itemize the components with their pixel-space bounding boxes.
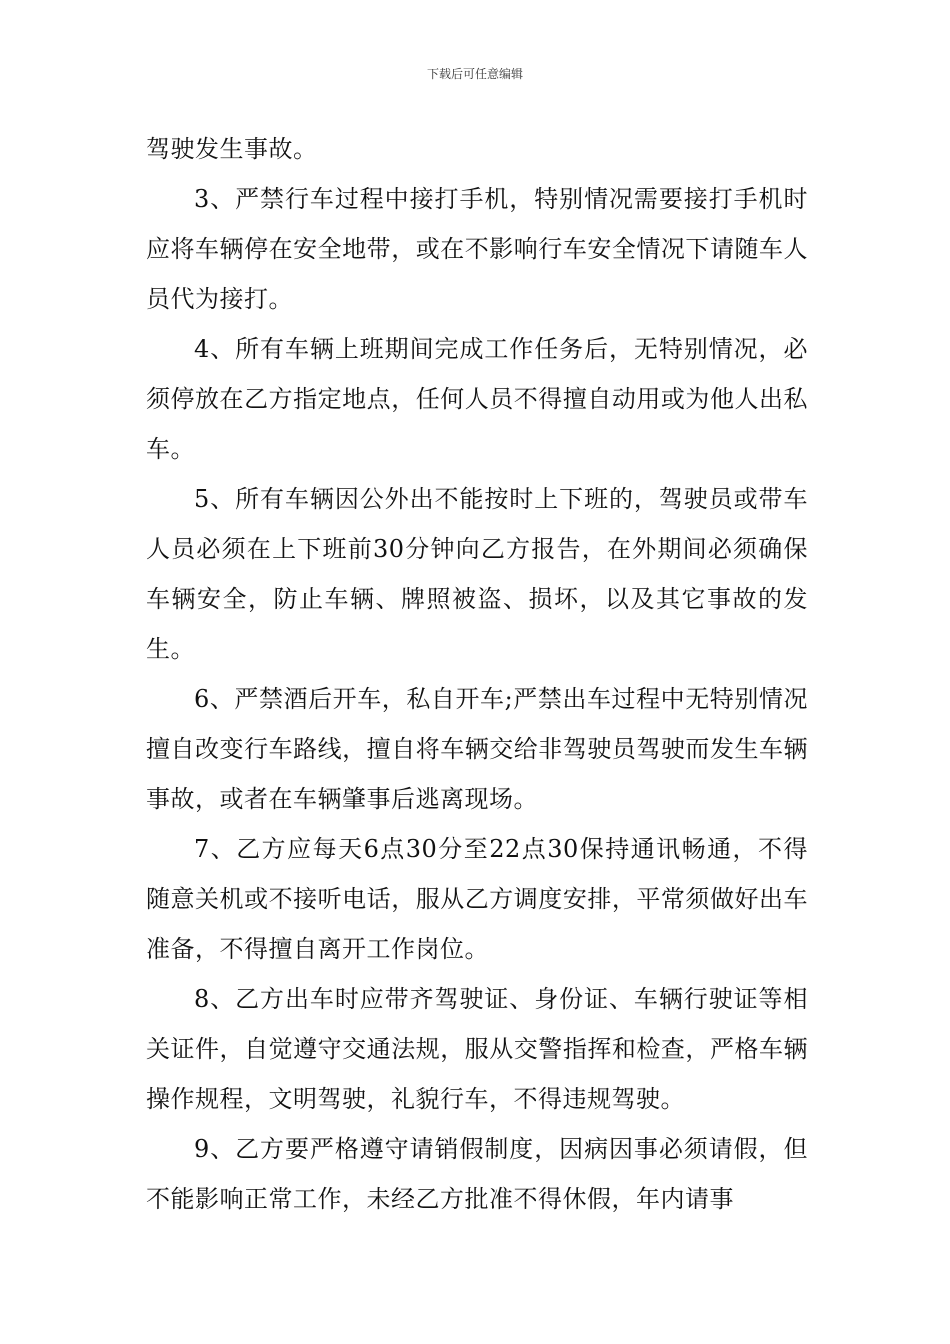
paragraph-item-7: 7、乙方应每天6点30分至22点30保持通讯畅通，不得随意关机或不接听电话，服从乙方调度安排，平常须做好出车准备，不得擅自离开工作岗位。 [146, 835, 808, 963]
paragraph-item-4: 4、所有车辆上班期间完成工作任务后，无特别情况，必须停放在乙方指定地点，任何人员不得擅自动用或为他人出私车。 [146, 335, 808, 463]
document-body [146, 124, 808, 1224]
paragraph-continuation: 驾驶发生事故。 [146, 135, 318, 163]
paragraph-item-6: 6、严禁酒后开车，私自开车;严禁出车过程中无特别情况擅自改变行车路线，擅自将车辆交给非驾驶员驾驶而发生车辆事故，或者在车辆肇事后逃离现场。 [146, 685, 808, 813]
paragraph-item-9: 9、乙方要严格遵守请销假制度，因病因事必须请假，但不能影响正常工作，未经乙方批准不得休假，年内请事 [146, 1135, 808, 1213]
paragraph-item-5: 5、所有车辆因公外出不能按时上下班的，驾驶员或带车人员必须在上下班前30分钟向乙方报告，在外期间必须确保车辆安全，防止车辆、牌照被盗、损坏，以及其它事故的发生。 [146, 485, 808, 663]
paragraph-item-8: 8、乙方出车时应带齐驾驶证、身份证、车辆行驶证等相关证件，自觉遵守交通法规，服从交警指挥和检查，严格车辆操作规程，文明驾驶，礼貌行车，不得违规驾驶。 [146, 985, 808, 1113]
page-header: 下载后可任意编辑 [426, 67, 523, 81]
paragraph-item-3: 3、严禁行车过程中接打手机，特别情况需要接打手机时应将车辆停在安全地带，或在不影响行车安全情况下请随车人员代为接打。 [146, 185, 808, 313]
